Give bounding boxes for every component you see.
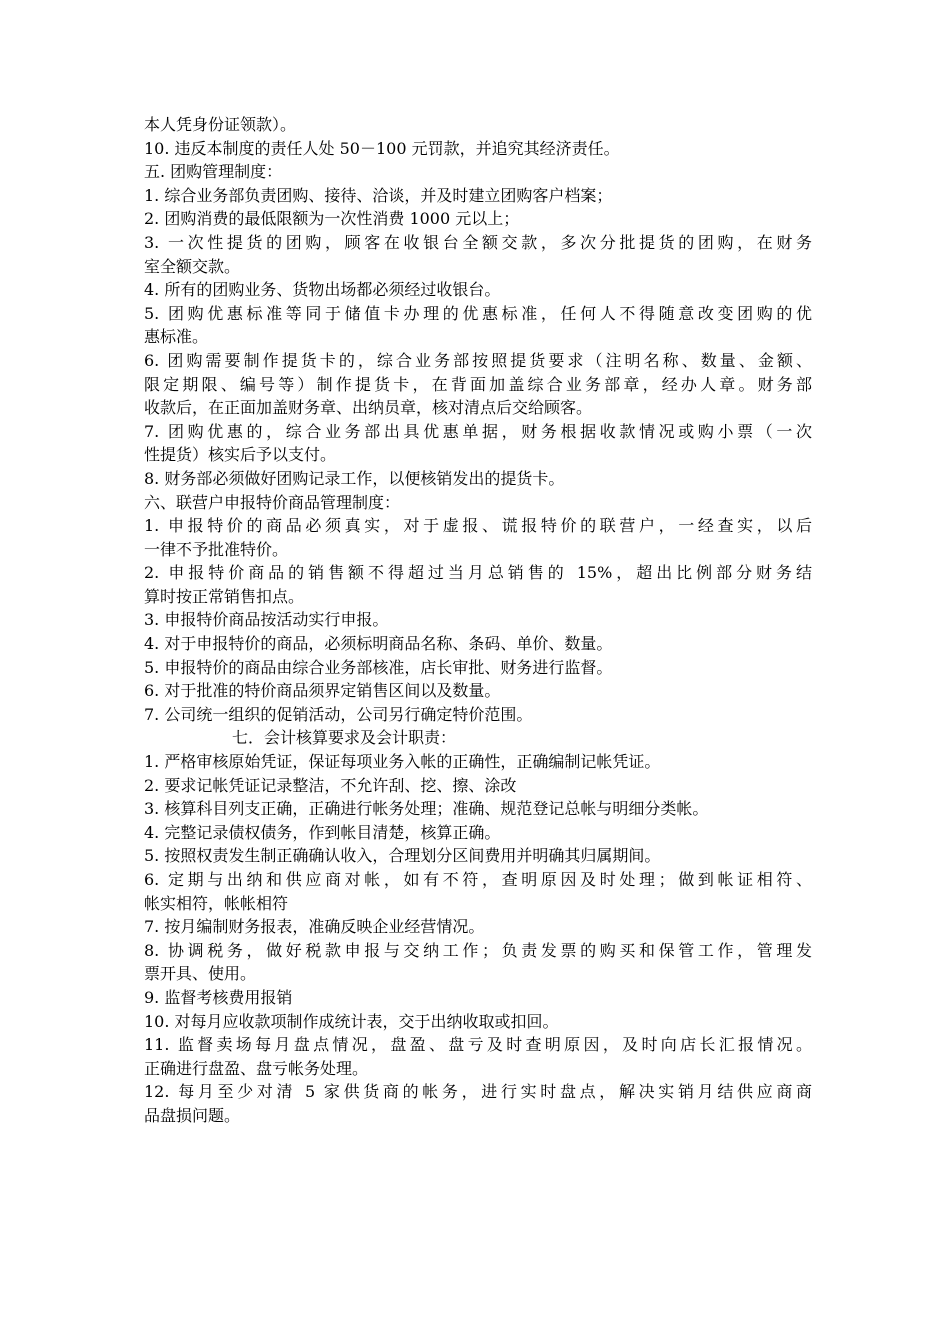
text-line: 3. 申报特价商品按活动实行申报。 — [144, 610, 389, 630]
text-line: 4. 对于申报特价的商品，必须标明商品名称、条码、单价、数量。 — [144, 634, 613, 654]
text-line: 帐实相符，帐帐相符 — [144, 893, 289, 913]
document-body — [144, 113, 812, 1128]
text-line: 2. 要求记帐凭证记录整洁，不允许刮、挖、擦、涂改 — [144, 775, 517, 795]
text-line: 室全额交款。 — [144, 256, 241, 276]
text-line: 本人凭身份证领款）。 — [144, 115, 297, 134]
text-line: 10. 对每月应收款项制作成统计表，交于出纳收取或扣回。 — [144, 1011, 559, 1031]
text-line: 票开具、使用。 — [144, 964, 257, 984]
text-line: 3. 一次性提货的团购，顾客在收银台全额交款，多次分批提货的团购，在财务 — [144, 232, 812, 252]
text-line: 6. 定期与出纳和供应商对帐，如有不符，查明原因及时处理；做到帐证相符、 — [144, 870, 812, 889]
text-line: 10. 违反本制度的责任人处 50－100 元罚款，并追究其经济责任。 — [144, 138, 620, 158]
text-line: 品盘损问题。 — [144, 1105, 241, 1125]
text-line: 7. 团购优惠的，综合业务部出具优惠单据，财务根据收款情况或购小票（一次 — [144, 421, 812, 441]
text-line: 2. 团购消费的最低限额为一次性消费 1000 元以上； — [144, 209, 520, 229]
text-line: 收款后，在正面加盖财务章、出纳员章，核对清点后交给顾客。 — [144, 398, 593, 418]
text-line: 算时按正常销售扣点。 — [144, 586, 305, 606]
text-line: 惠标准。 — [144, 327, 209, 347]
text-line: 2. 申报特价商品的销售额不得超过当月总销售的 15%，超出比例部分财务结 — [144, 563, 812, 583]
text-line: 3. 核算科目列支正确，正确进行帐务处理；准确、规范登记总帐与明细分类帐。 — [144, 799, 709, 819]
text-line: 限定期限、编号等）制作提货卡，在背面加盖综合业务部章，经办人章。财务部 — [144, 374, 812, 394]
text-line: 正确进行盘盈、盘亏帐务处理。 — [144, 1058, 369, 1078]
text-line: 性提货）核实后予以支付。 — [144, 445, 337, 465]
text-line: 六、联营户申报特价商品管理制度： — [144, 492, 401, 512]
text-line: 一律不予批准特价。 — [144, 539, 289, 559]
text-line: 5. 申报特价的商品由综合业务部核准，店长审批、财务进行监督。 — [144, 657, 613, 677]
section-heading: 七．会计核算要求及会计职责： — [232, 728, 457, 748]
text-line: 6. 团购需要制作提货卡的，综合业务部按照提货要求（注明名称、数量、金额、 — [144, 350, 812, 370]
text-line: 1. 综合业务部负责团购、接待、洽谈，并及时建立团购客户档案； — [144, 185, 613, 205]
text-line: 1. 严格审核原始凭证，保证每项业务入帐的正确性，正确编制记帐凭证。 — [144, 752, 661, 772]
text-line: 7. 按月编制财务报表，准确反映企业经营情况。 — [144, 917, 485, 937]
text-line: 5. 按照权责发生制正确确认收入，合理划分区间费用并明确其归属期间。 — [144, 846, 661, 866]
text-line: 11. 监督卖场每月盘点情况，盘盈、盘亏及时查明原因，及时向店长汇报情况。 — [144, 1035, 812, 1055]
text-line: 1. 申报特价的商品必须真实，对于虚报、谎报特价的联营户，一经查实，以后 — [144, 516, 812, 536]
text-line: 4. 所有的团购业务、货物出场都必须经过收银台。 — [144, 280, 501, 300]
text-line: 12. 每月至少对清 5 家供货商的帐务，进行实时盘点，解决实销月结供应商商 — [144, 1082, 812, 1102]
text-line: 6. 对于批准的特价商品须界定销售区间以及数量。 — [144, 681, 501, 701]
text-line: 五. 团购管理制度： — [144, 162, 283, 182]
text-line: 7. 公司统一组织的促销活动，公司另行确定特价范围。 — [144, 704, 533, 724]
text-line: 4. 完整记录债权债务，作到帐目清楚，核算正确。 — [144, 822, 501, 842]
text-line: 9. 监督考核费用报销 — [144, 987, 293, 1007]
text-line: 8. 协调税务，做好税款申报与交纳工作；负责发票的购买和保管工作，管理发 — [144, 940, 812, 960]
text-line: 8. 财务部必须做好团购记录工作，以便核销发出的提货卡。 — [144, 468, 565, 488]
text-line: 5. 团购优惠标准等同于储值卡办理的优惠标准，任何人不得随意改变团购的优 — [144, 303, 812, 323]
